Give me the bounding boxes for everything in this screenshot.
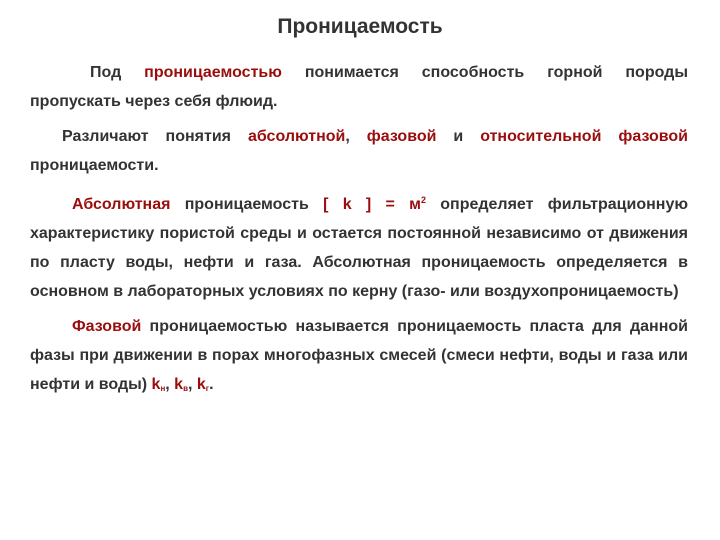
text: Под (90, 64, 145, 81)
subscript-gas: г (205, 384, 210, 393)
subscript-oil: н (160, 384, 166, 393)
paragraph-permeability-types (30, 122, 688, 180)
unit-formula-text: [ k ] = м (323, 196, 421, 213)
text: , (165, 376, 175, 393)
slide-title: Проницаемость (277, 15, 443, 38)
symbol-k: k (151, 376, 161, 393)
symbol-k: k (174, 376, 184, 393)
slide-body (30, 58, 688, 409)
term-permeability: проницаемостью (144, 64, 282, 81)
text: проницаемость (170, 196, 324, 213)
unit-exponent: 2 (420, 195, 426, 205)
paragraph-phase-permeability (30, 312, 688, 403)
term-absolute-heading: Абсолютная (72, 196, 171, 213)
text: . (209, 376, 214, 393)
term-absolute: абсолютной (247, 128, 346, 145)
text: , (188, 376, 197, 393)
term-relative-phase: относительной фазовой (480, 128, 689, 145)
text: Различают понятия (62, 128, 248, 145)
text: и (436, 128, 481, 145)
symbol-k-oil (152, 376, 166, 393)
text: проницаемости. (30, 157, 159, 174)
subscript-water: в (183, 384, 188, 393)
symbol-k: k (196, 376, 206, 393)
paragraph-absolute-permeability (30, 186, 688, 306)
text: проницаемостью называется проницаемость пласта для данной фазы при движении в порах многофазных смесей (смеси нефти, воды и газа или нефти и воды) (30, 318, 688, 393)
symbol-k-water (174, 376, 188, 393)
paragraph-permeability-definition (30, 58, 688, 116)
symbol-k-gas (197, 376, 209, 393)
unit-formula (323, 196, 426, 213)
text: понимается способность горной породы пропускать через себя флюид. (30, 64, 688, 110)
text: , (345, 128, 367, 145)
term-phase: фазовой (366, 128, 437, 145)
term-phase-heading: Фазовой (72, 318, 142, 335)
text: определяет фильтрационную характеристику пористой среды и остается постоянной независимо от движения по пласту воды, нефти и газа. Абсолютная проницаемость определяется в основном в лабораторных условиях по керну (газо- или воздухопроницаемость) (30, 196, 689, 300)
